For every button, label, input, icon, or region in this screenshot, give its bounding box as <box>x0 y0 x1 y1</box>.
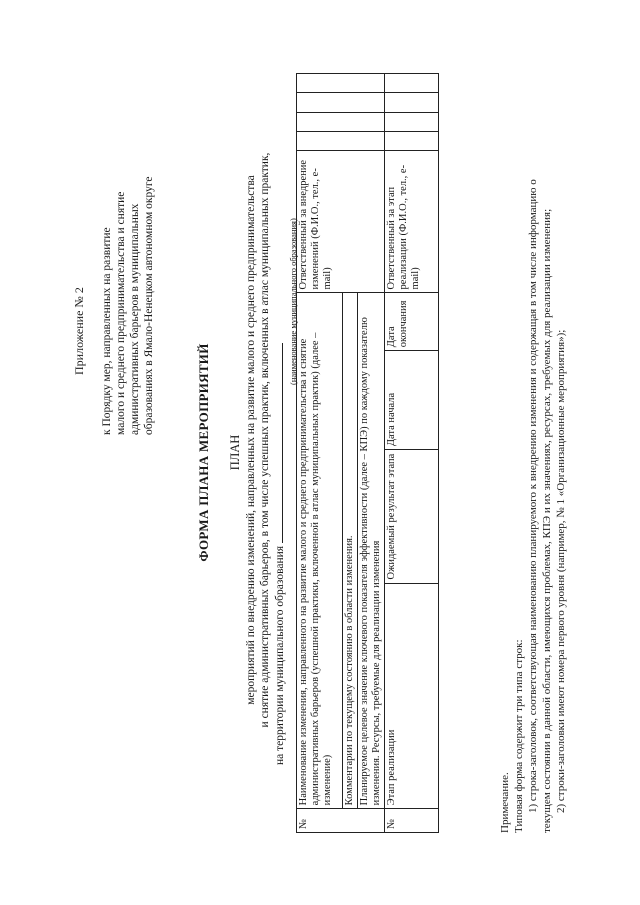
end-date-cell: Дата окончания <box>385 293 439 351</box>
plan-description <box>244 95 287 785</box>
appendix-line: к Порядку мер, направленных на развитие <box>101 227 113 435</box>
municipality-blank-line <box>272 343 283 543</box>
appendix-block <box>72 75 156 435</box>
plan-desc-line <box>272 95 287 785</box>
responsible-change-cell: Ответственный за внедрение изменений (Ф.И.О., тел., e-mail) <box>297 151 385 293</box>
appendix-line: малого и среднего предпринимательства и снятие <box>115 191 127 435</box>
municipality-caption: (наименование муниципального образования) <box>288 218 298 385</box>
no-header-cell: № <box>297 809 385 833</box>
note-heading: Примечание. <box>499 772 511 833</box>
kpi-cell: Планируемое целевое значение ключевого показателя эффективности (далее – КПЭ) по каждому показателю изменения. Ресурсы, требуемые для реализации изменения <box>358 293 385 809</box>
empty-cell <box>297 132 385 151</box>
responsible-stage-cell: Ответственный за этап реализации (Ф.И.О., тел., e-mail) <box>385 151 439 293</box>
empty-cell <box>297 112 385 131</box>
stage-cell: Этап реализации <box>385 583 439 809</box>
note-block <box>498 43 568 833</box>
appendix-number: Приложение № 2 <box>72 287 86 375</box>
empty-cell <box>297 74 385 93</box>
empty-cell <box>297 93 385 112</box>
empty-cell <box>385 74 439 93</box>
empty-cell <box>385 93 439 112</box>
note-line: Типовая форма содержит три типа строк: <box>513 639 525 833</box>
plan-desc-line3: на территории муниципального образования <box>274 545 286 765</box>
no-stage-cell: № <box>385 809 439 833</box>
start-date-cell: Дата начала <box>385 351 439 450</box>
note-item: 2) строки-заголовки имеют номера первого уровня (например, № 1 «Организационные мероприятия»); <box>555 329 567 813</box>
empty-cell <box>385 132 439 151</box>
expected-result-cell: Ожидаемый результат этапа <box>385 450 439 583</box>
note-item: текущем состоянии в данной области, имеющихся проблемах, КПЭ и их значениях, ресурсах, требуемых для реализации изменения; <box>541 208 553 833</box>
empty-cell <box>385 112 439 131</box>
plan-title: ПЛАН <box>228 434 242 471</box>
appendix-line: образованиях в Ямало-Ненецком автономном округе <box>143 176 155 435</box>
comment-cell: Комментарии по текущему состоянию в области изменения. <box>343 293 358 809</box>
plan-table <box>296 73 439 833</box>
form-title: ФОРМА ПЛАНА МЕРОПРИЯТИЙ <box>196 343 211 562</box>
appendix-line: административных барьеров в муниципальных <box>129 203 141 435</box>
change-name-cell: Наименование изменения, направленного на развитие малого и среднего предпринимательства и снятие административных барьеров (успешной практики, включенной в атлас муниципальных практик) (далее – изменение) <box>297 293 343 809</box>
plan-desc-line: и снятие административных барьеров, в том числе успешных практик, включенных в атлас муниципальных практик, <box>259 152 271 728</box>
note-item: 1) строка-заголовок, соответствующая наименованию планируемого к внедрению изменения и содержащая в том числе информацию о <box>527 179 539 813</box>
plan-desc-line: мероприятий по внедрению изменений, направленных на развитие малого и среднего предпринимательства <box>245 175 257 705</box>
